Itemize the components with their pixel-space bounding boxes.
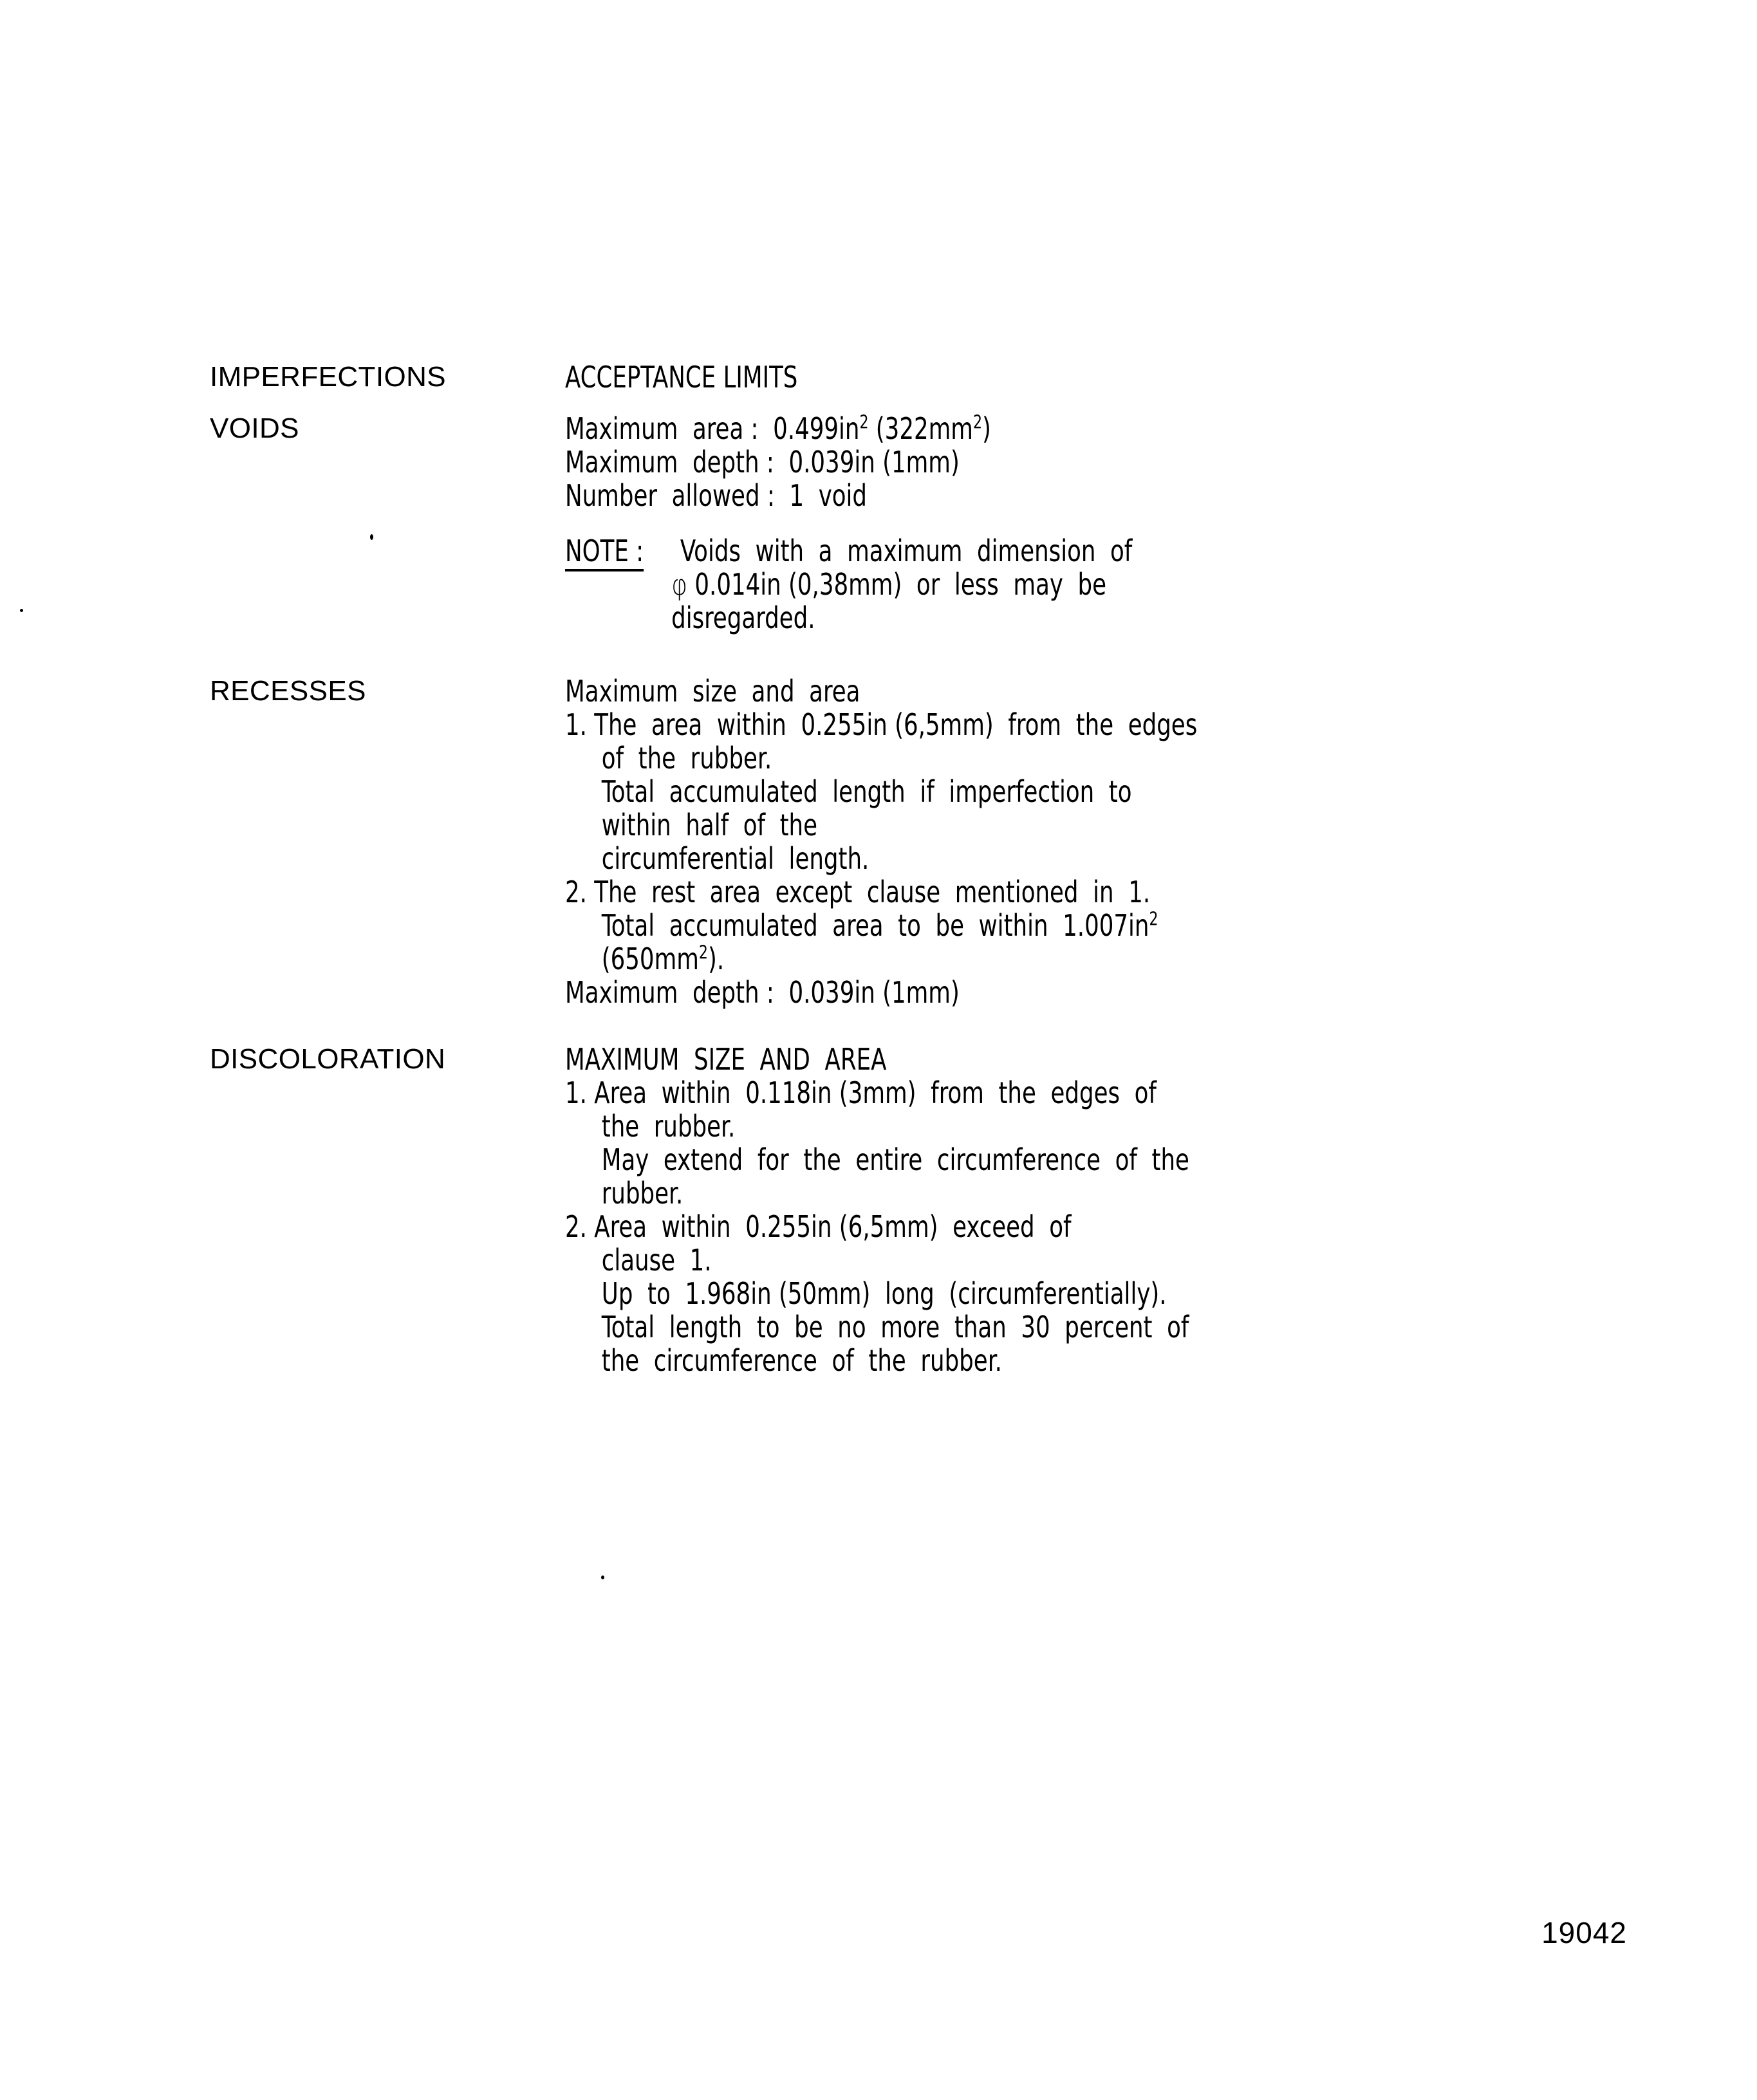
recesses-line: circumferential length. xyxy=(601,841,869,876)
document-number: 19042 xyxy=(1541,1916,1627,1949)
row-label-recesses: RECESSES xyxy=(210,675,366,707)
voids-line: Maximum area : $0.499in^2$ $(322mm^2)$ xyxy=(565,411,991,446)
column-header-imperfections: IMPERFECTIONS xyxy=(210,361,446,393)
discoloration-line: 2. Area within 0.255in (6,5mm) exceed of xyxy=(565,1209,1072,1244)
column-header-acceptance-limits xyxy=(565,360,1561,394)
acceptance-limits-title: ACCEPTANCE LIMITS xyxy=(565,360,798,395)
discoloration-line: May extend for the entire circumference of the xyxy=(601,1142,1189,1177)
note-label: NOTE : xyxy=(565,534,644,571)
note-line: Voids with a maximum dimension of xyxy=(680,534,1133,568)
table-row-recesses xyxy=(210,674,1561,1009)
table-row-voids xyxy=(210,412,1561,635)
table-header-row xyxy=(210,360,1561,394)
recesses-line: 2. The rest area except clause mentioned in 1. xyxy=(565,875,1151,909)
discoloration-line: the rubber. xyxy=(601,1109,736,1144)
voids-line: Maximum depth : 0.039in (1mm) xyxy=(565,445,960,479)
discoloration-line: Up to 1.968in (50mm) long (circumferentially). xyxy=(601,1276,1167,1311)
row-label-voids: VOIDS xyxy=(210,413,299,444)
discoloration-line: rubber. xyxy=(601,1176,683,1211)
recesses-line: 1. The area within 0.255in (6,5mm) from the edges xyxy=(565,707,1198,742)
scan-speck xyxy=(370,534,373,540)
recesses-line: Maximum depth : 0.039in (1mm) xyxy=(565,975,960,1010)
scan-speck xyxy=(20,609,23,612)
voids-acceptance-limits xyxy=(565,412,1561,635)
paragraph-gap xyxy=(565,512,1561,534)
note-line: φ 0.014in (0,38mm) or less may be xyxy=(671,567,1107,602)
recesses-line: within half of the xyxy=(601,808,817,842)
discoloration-line: the circumference of the rubber. xyxy=(601,1343,1002,1378)
table-row-discoloration xyxy=(210,1043,1561,1377)
imperfections-acceptance-table xyxy=(210,360,1561,1377)
scan-speck xyxy=(601,1575,604,1579)
recesses-line: Maximum size and area xyxy=(565,674,860,709)
voids-note xyxy=(565,534,1561,635)
recesses-line: Total accumulated length if imperfection to xyxy=(601,774,1132,809)
row-label-discoloration: DISCOLORATION xyxy=(210,1043,446,1075)
recesses-line: Total accumulated area to be within $1.007in^2$ xyxy=(601,908,1158,943)
discoloration-line: Total length to be no more than 30 percent of xyxy=(601,1310,1189,1344)
recesses-line: $(650mm^2)$. xyxy=(601,942,725,976)
recesses-acceptance-limits xyxy=(565,674,1561,1009)
recesses-line: of the rubber. xyxy=(601,741,772,776)
discoloration-line: MAXIMUM SIZE AND AREA xyxy=(565,1042,887,1077)
discoloration-acceptance-limits xyxy=(565,1043,1561,1377)
discoloration-line: clause 1. xyxy=(601,1243,712,1278)
voids-line: Number allowed : 1 void xyxy=(565,478,868,513)
note-line: disregarded. xyxy=(671,600,815,635)
discoloration-line: 1. Area within 0.118in (3mm) from the edges of xyxy=(565,1075,1157,1110)
